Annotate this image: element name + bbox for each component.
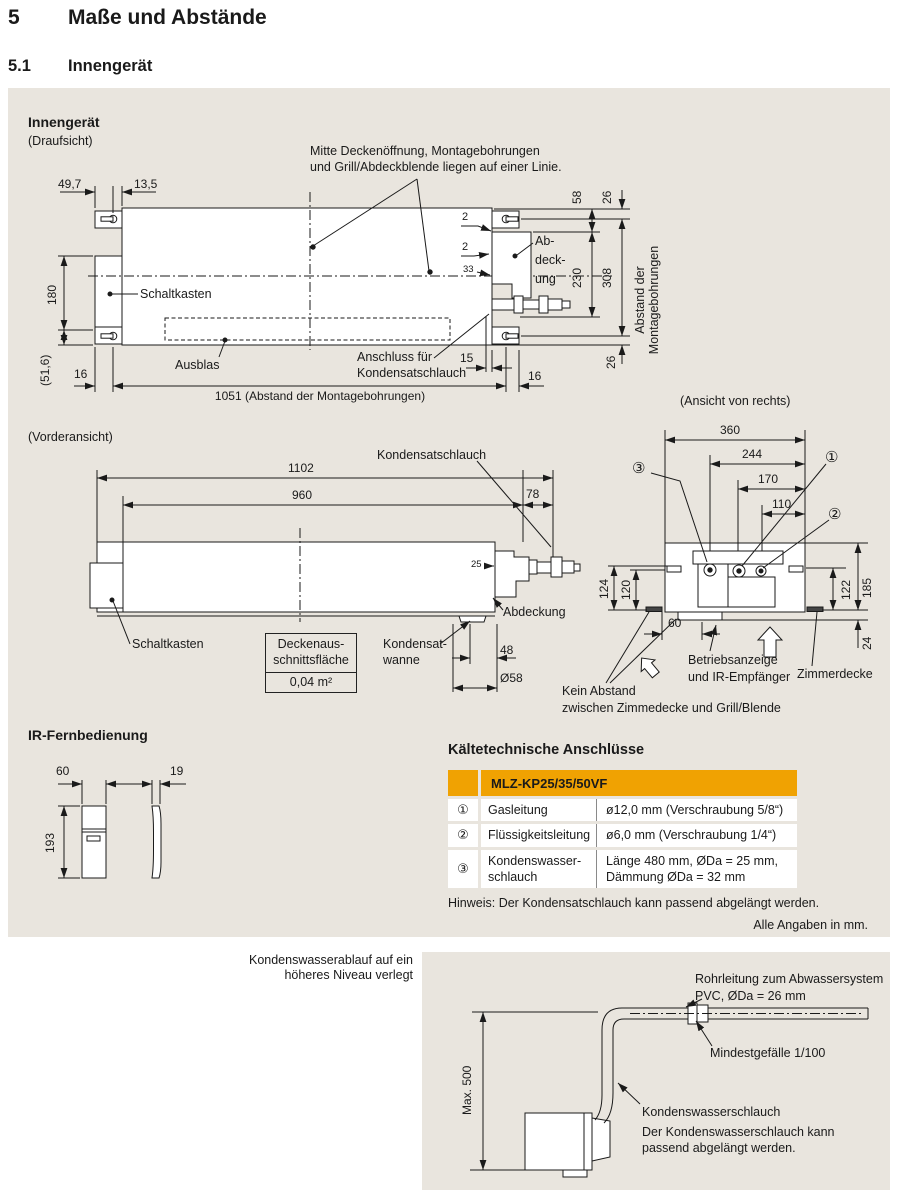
- callout-3: ③: [632, 460, 646, 477]
- dim-110: 110: [772, 497, 792, 511]
- callout-1: ①: [825, 449, 839, 466]
- table-header-model: MLZ-KP25/35/50VF: [481, 770, 797, 796]
- kein-abstand-line2: zwischen Zimmedecke und Grill/Blende: [562, 701, 781, 715]
- front-view-subtitle: (Vorderansicht): [28, 430, 113, 444]
- mindestgefaelle-label: Mindestgefälle 1/100: [710, 1046, 826, 1060]
- row2-number: ②: [448, 824, 478, 846]
- remote-dim-60: 60: [56, 764, 70, 778]
- annotation-line1: Mitte Deckenöffnung, Montagebohrungen: [310, 144, 540, 158]
- abdeckung-label-line2: deck-: [535, 253, 566, 267]
- kondensatwanne-label-line2: wanne: [383, 653, 420, 667]
- dim-185: 185: [860, 577, 874, 598]
- hinweis-note: Hinweis: Der Kondensatschlauch kann passend abgelängt werden.: [448, 896, 820, 910]
- row3-value: Länge 480 mm, ØDa = 25 mm, Dämmung ØDa = 32 mm: [606, 853, 778, 884]
- dim-26-top: 26: [600, 190, 614, 204]
- dim-244: 244: [742, 447, 763, 461]
- dim-26-bottom: 26: [604, 355, 618, 369]
- dim-230: 230: [570, 267, 584, 288]
- abdeckung-label-line1: Ab-: [535, 234, 555, 248]
- row2-label: Flüssigkeitsleitung: [481, 824, 597, 846]
- anschluss-label-line2: Kondensatschlauch: [357, 366, 467, 380]
- drain-note-line1: Der Kondenswasserschlauch kann: [642, 1125, 835, 1139]
- dim-122: 122: [839, 579, 853, 600]
- dim-16-right: 16: [528, 369, 542, 383]
- kondensatschlauch-label: Kondensatschlauch: [377, 448, 487, 462]
- rohrleitung-label-line1: Rohrleitung zum Abwassersystem: [695, 972, 884, 986]
- right-view-subtitle: (Ansicht von rechts): [680, 394, 791, 408]
- dim-1051: 1051 (Abstand der Montagebohrungen): [214, 389, 426, 403]
- cutout-value: 0,04 m²: [289, 674, 333, 689]
- remote-title: IR-Fernbedienung: [28, 727, 148, 743]
- dim-49-7: 49,7: [58, 177, 82, 191]
- connections-table: [448, 770, 797, 891]
- subsection-number: 5.1: [8, 57, 31, 75]
- dim-15: 15: [460, 351, 474, 365]
- dim-360: 360: [720, 423, 741, 437]
- dim-13-5: 13,5: [134, 177, 158, 191]
- table-header-corner: [448, 770, 478, 796]
- top-view-title: Innengerät: [28, 114, 100, 130]
- dim-60: 60: [668, 616, 682, 630]
- dim-1102: 1102: [288, 461, 314, 475]
- dim-170: 170: [758, 472, 779, 486]
- connections-title: Kältetechnische Anschlüsse: [448, 742, 645, 758]
- units-note: Alle Angaben in mm.: [753, 918, 868, 932]
- dim-16-left: 16: [74, 367, 88, 381]
- dim-960: 960: [292, 488, 313, 502]
- zimmerdecke-label: Zimmerdecke: [797, 667, 873, 681]
- row1-value: ø12,0 mm (Verschraubung 5/8“): [606, 803, 784, 817]
- kondensatwanne-label-line1: Kondensat-: [383, 637, 447, 651]
- front-abdeckung-label: Abdeckung: [503, 605, 566, 619]
- front-schaltkasten-label: Schaltkasten: [132, 637, 204, 651]
- top-schaltkasten-label: Schaltkasten: [140, 287, 212, 301]
- callout-2: ②: [828, 506, 842, 523]
- dim-gap-2b: 2: [462, 241, 469, 253]
- betriebsanzeige-label-line2: und IR-Empfänger: [688, 670, 791, 684]
- cutout-line1: Deckenaus-: [277, 637, 345, 652]
- abdeckung-label-line3: ung: [535, 272, 556, 286]
- dim-124: 124: [597, 578, 611, 599]
- max-500-dim: Max. 500: [460, 1065, 474, 1115]
- remote-dim-193: 193: [43, 832, 57, 853]
- section-number: 5: [8, 6, 20, 29]
- row3-number: ③: [448, 850, 478, 889]
- dim-78: 78: [526, 487, 540, 501]
- drain-caption-line1: Kondenswasserablauf auf ein: [248, 953, 413, 967]
- dim-24: 24: [860, 636, 874, 650]
- section-title: Maße und Abstände: [68, 6, 267, 29]
- betriebsanzeige-label-line1: Betriebsanzeige: [688, 653, 778, 667]
- drain-note-line2: passend abgelängt werden.: [642, 1141, 796, 1155]
- row2-value: ø6,0 mm (Verschraubung 1/4“): [606, 828, 777, 843]
- dim-180: 180: [45, 284, 59, 305]
- dim-gap-33: 33: [463, 264, 474, 275]
- drain-caption-line2: höheres Niveau verlegt: [284, 967, 413, 982]
- cutout-line2: schnittsfläche: [273, 653, 349, 667]
- kein-abstand-line1: Kein Abstand: [562, 684, 636, 698]
- dim-48: 48: [500, 643, 514, 657]
- ceiling-cutout-box: [265, 633, 357, 693]
- remote-drawing: [58, 780, 186, 878]
- dim-120: 120: [619, 579, 633, 600]
- abstand-montagebohrungen-label: [633, 225, 661, 375]
- annotation-line2: und Grill/Abdeckblende liegen auf einer Linie.: [310, 160, 562, 174]
- row1-label: Gasleitung: [481, 799, 597, 821]
- top-view-subtitle: (Draufsicht): [28, 134, 93, 148]
- table-header-row: [448, 770, 797, 796]
- dim-25: 25: [471, 559, 482, 570]
- table-row: [448, 799, 797, 821]
- dim-58: 58: [570, 190, 584, 204]
- rohrleitung-label-line2: PVC, ØDa = 26 mm: [695, 989, 806, 1003]
- row3-label: Kondenswasser- schlauch: [481, 850, 597, 889]
- ausblas-label: Ausblas: [175, 358, 220, 372]
- drain-caption: [240, 953, 413, 983]
- row1-number: ①: [448, 799, 478, 821]
- drain-schlauch-label: Kondenswasserschlauch: [642, 1105, 781, 1119]
- dim-o58: Ø58: [500, 671, 523, 685]
- dim-gap-2a: 2: [462, 211, 469, 223]
- abstand-line1: Abstand der: [633, 266, 647, 334]
- remote-dim-19: 19: [170, 764, 184, 778]
- dim-308: 308: [600, 267, 614, 288]
- dim-51-6: (51,6): [38, 354, 52, 386]
- subsection-title: Innengerät: [68, 57, 153, 75]
- table-row: [448, 850, 797, 889]
- table-row: [448, 824, 797, 846]
- abstand-line2: Montagebohrungen: [647, 245, 661, 355]
- anschluss-label-line1: Anschluss für: [357, 350, 433, 364]
